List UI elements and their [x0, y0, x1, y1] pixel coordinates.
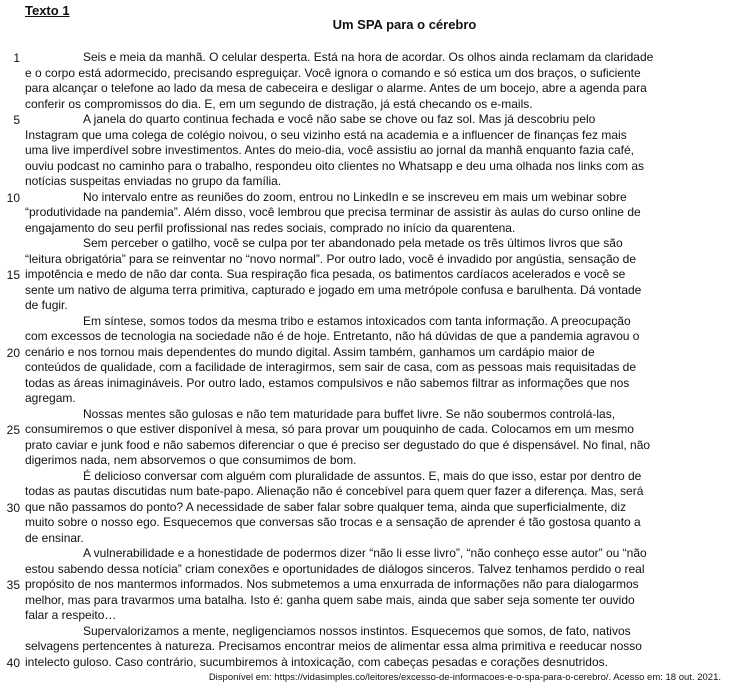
line-number: 1 [13, 51, 20, 65]
text-line: e o corpo está adormecido, precisando espreguiçar. Você ignora o comando e só estica um dos braços, o suficiente [25, 65, 641, 80]
text-label: Texto 1 [25, 3, 70, 18]
text-line: Em síntese, somos todos da mesma tribo e estamos intoxicados com tanta informação. A preocupação [83, 313, 631, 328]
text-line: consumiremos o que estiver disponível à mesa, só para provar um pouquinho de cada. Colocamos em um mesmo [25, 422, 634, 436]
text-line: “leitura obrigatória” para se reinventar no “novo normal”. Por outro lado, você é invadido por angústia, sensação de [25, 251, 637, 266]
line-number: 35 [6, 578, 20, 592]
text-line: agregam. [25, 391, 76, 405]
line-number: 25 [6, 423, 20, 437]
text-line: que não passamos do ponto? A necessidade de saber falar sobre qualquer tema, ainda que superficialmente, diz [25, 499, 627, 514]
source-citation: Disponível em: https://vidasimples.co/leitores/excesso-de-informacoes-e-o-spa-para-o-cerebro/. Acesso em: 18 out. 2021. [208, 672, 721, 683]
text-line: No intervalo entre as reuniões do zoom, entrou no LinkedIn e se inscreveu em mais um webinar sobre [83, 189, 627, 204]
line-number: 15 [6, 268, 20, 282]
text-line: sente um nativo de alguma terra primitiva, capturado e jogado em uma metrópole confusa e barulhenta. Dá vontade [25, 282, 642, 297]
text-line: Nossas mentes são gulosas e não tem maturidade para buffet livre. Se não soubermos controlá-las, [83, 406, 616, 421]
text-line: muito sobre o nosso ego. Esquecemos que conversas são trocas e a sensação de aprender é tão gostosa quanto a [25, 515, 641, 529]
text-line: impotência e medo de não dar conta. Sua respiração fica pesada, os batimentos cardíacos acelerados e você se [25, 267, 626, 281]
text-line: “produtividade na pandemia”. Além disso, você lembrou que precisa terminar de assistir às aulas do curso online de [25, 205, 641, 219]
text-line: intelecto guloso. Caso contrário, sucumbiremos à intoxicação, com cabeças pesadas e corações desnutridos. [25, 654, 608, 669]
text-line: cenário e nos tornou mais dependentes do mundo digital. Assim também, ganhamos um cardápio maior de [25, 344, 595, 359]
text-line: estou sabendo dessa notícia” criam conexões e oportunidades de diálogos sinceros. Talvez tenhamos perdido o real [25, 561, 645, 576]
text-line: conferir os compromissos do dia. E, em um segundo de distração, já está checando os e-mails. [25, 96, 533, 111]
text-line: uma live imperdível sobre investimentos. Antes do meio-dia, você assistiu ao jornal da manhã enquanto fazia café, [25, 143, 634, 157]
line-number: 30 [6, 500, 20, 515]
line-number: 10 [6, 190, 20, 205]
text-line: todas as áreas inimagináveis. Por outro lado, estamos compulsivos e não sabemos filtrar as informações que nos [25, 375, 630, 390]
text-line: propósito de nos mantermos informados. Nos submetemos a uma enxurrada de informações não para dialogarmos [25, 577, 639, 591]
text-line: A janela do quarto continua fechada e você não sabe se chove ou faz sol. Mas já descobriu pelo [83, 112, 596, 126]
text-line: com excessos de tecnologia na sociedade não é de hoje. Entretanto, não há dúvidas de que a pandemia agravou o [25, 329, 640, 343]
text-line: ouviu podcast no caminho para o trabalho, respondeu oito clientes no Whatsapp e deu uma olhada nos links com as [25, 158, 645, 173]
text-line: A vulnerabilidade e a honestidade de podermos dizer “não li esse livro”, “não conheço esse autor” ou “não [83, 546, 647, 560]
text-line: para alcançar o telefone ao lado da mesa de cabeceira e desligar o alarme. Antes de um bocejo, abre a agenda para [25, 81, 647, 95]
text-line: Instagram que uma colega de colégio noivou, o seu vizinho está na academia e a influencer de finanças fez mais [25, 127, 627, 142]
text-line: notícias suspeitas enviadas no grupo da família. [25, 174, 282, 188]
text-line: de fugir. [25, 298, 68, 312]
text-line: selvagens pertencentes à natureza. Precisamos encontrar meios de alimentar essa alma primitiva e reeducar nosso [25, 639, 642, 653]
text-line: Seis e meia da manhã. O celular desperta. Está na hora de acordar. Os olhos ainda reclamam da claridade [83, 50, 654, 64]
line-number: 20 [6, 345, 20, 360]
text-line: É delicioso conversar com alguém com pluralidade de assuntos. E, mais do que isso, estar por dentro de [83, 468, 642, 483]
text-line: melhor, mas para travarmos uma batalha. Isto é: ganha quem sabe mais, ainda que saber seja somente ter ouvido [25, 592, 635, 607]
text-line: prato caviar e junk food e não sabemos diferenciar o que é preciso ser degustado do que é dispensável. No final, não [25, 437, 651, 452]
text-title: Um SPA para o cérebro [332, 17, 477, 32]
text-line: falar a respeito… [25, 608, 117, 622]
line-number: 40 [6, 655, 20, 670]
line-number: 5 [13, 113, 20, 127]
text-line: digerimos nada, nem absorvemos o que consumimos de bom. [25, 453, 357, 467]
text-line: Supervalorizamos a mente, negligenciamos nossos instintos. Esquecemos que somos, de fato, nativos [83, 623, 631, 638]
text-line: todas as pautas discutidas num bate-papo. Alienação não é concebível para quem quer fazer a diferença. Mas, será [25, 484, 644, 498]
text-line: conteúdos de qualidade, com a facilidade de interagirmos, sem sair de casa, com as pessoas mais requisitadas de [25, 360, 636, 374]
text-line: de ensinar. [25, 530, 84, 545]
text-line: Sem perceber o gatilho, você se culpa por ter abandonado pela metade os três últimos livros que são [83, 236, 623, 250]
text-line: engajamento do seu perfil profissional nas redes sociais, comprado no início da quarentena. [25, 220, 516, 235]
